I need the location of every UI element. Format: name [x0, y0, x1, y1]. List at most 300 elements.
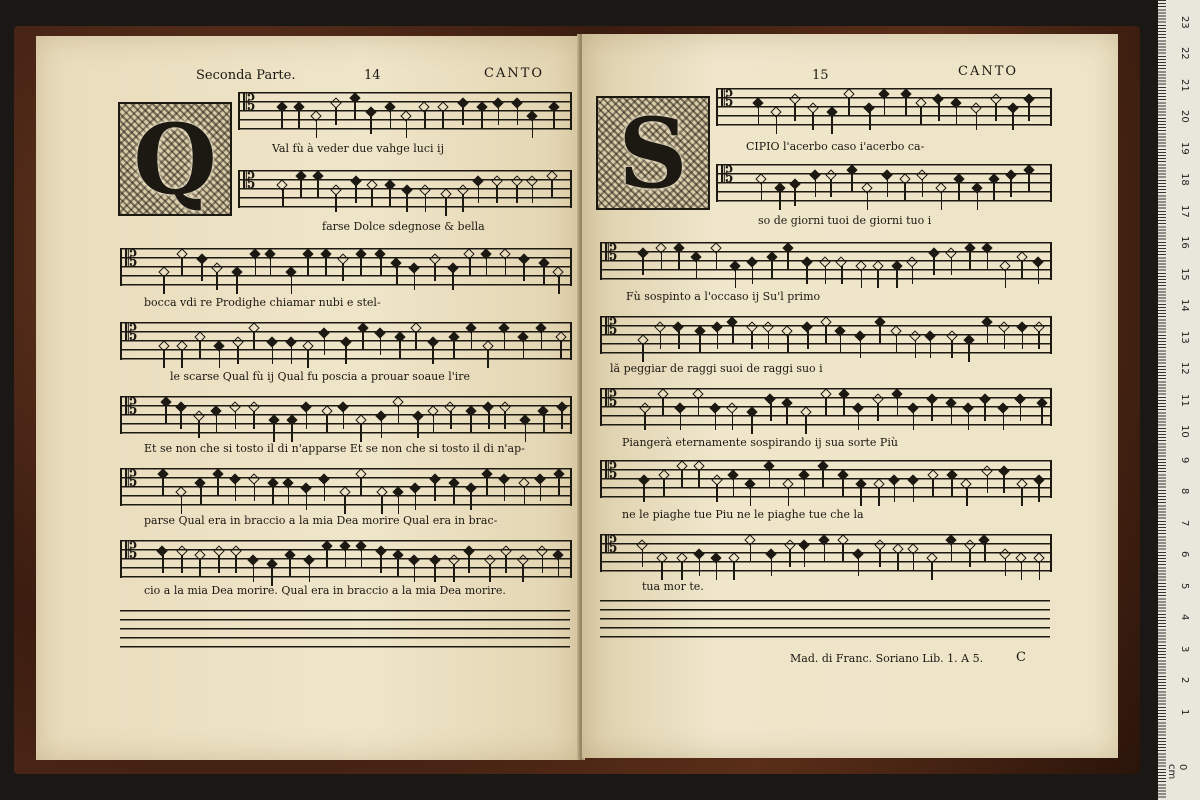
note-stem — [522, 564, 524, 582]
ruler-label-7: 7 — [1179, 519, 1190, 526]
note-stem — [699, 558, 701, 576]
note-stem — [771, 558, 773, 576]
note-stem — [804, 479, 806, 497]
note-stem — [858, 412, 860, 430]
note-stem — [1041, 407, 1043, 425]
note-stem — [877, 403, 879, 421]
clef-icon: 𝄡 — [721, 87, 734, 112]
note-stem — [951, 407, 953, 425]
note-stem — [360, 258, 362, 276]
note-stem — [181, 258, 183, 276]
note-stem — [642, 549, 644, 567]
note-stem — [930, 340, 932, 358]
note-stem — [525, 424, 527, 442]
note-stem — [771, 261, 773, 279]
note-stem — [517, 107, 519, 125]
note-stem — [680, 412, 682, 430]
note-stem — [1028, 103, 1030, 121]
clef-icon: 𝄡 — [125, 395, 138, 420]
note-stem — [1012, 112, 1014, 130]
note-stem — [434, 564, 436, 582]
lyric-left-7: cio a la mia Dea morire. Qual era in braccio a la mia Dea morire. — [144, 584, 506, 597]
note-stem — [489, 564, 491, 582]
clef-icon: 𝄡 — [243, 91, 256, 116]
note-stem — [932, 479, 934, 497]
note-stem — [163, 276, 165, 294]
note-stem — [335, 107, 337, 125]
note-stem — [860, 340, 862, 358]
note-stem — [415, 332, 417, 350]
note-stem — [442, 111, 444, 129]
note-stem — [432, 346, 434, 364]
clef-icon: 𝄡 — [721, 163, 734, 188]
clef-icon: 𝄡 — [125, 247, 138, 272]
note-stem — [841, 266, 843, 284]
note-stem — [433, 415, 435, 433]
note-stem — [958, 183, 960, 201]
note-stem — [969, 549, 971, 567]
note-stem — [879, 326, 881, 344]
ruler-label-23: 23 — [1179, 15, 1190, 29]
note-stem — [288, 487, 290, 505]
note-stem — [897, 398, 899, 416]
note-stem — [696, 261, 698, 279]
note-stem — [1021, 261, 1023, 279]
note-stem — [345, 346, 347, 364]
note-stem — [254, 483, 256, 501]
note-stem — [398, 496, 400, 514]
note-stem — [390, 111, 392, 129]
note-stem — [661, 562, 663, 580]
note-stem — [715, 412, 717, 430]
note-stem — [987, 326, 989, 344]
note-stem — [272, 487, 274, 505]
note-stem — [462, 107, 464, 125]
note-stem — [306, 411, 308, 429]
clef-icon: 𝄡 — [605, 459, 618, 484]
note-stem — [830, 179, 832, 197]
note-stem — [904, 183, 906, 201]
running-title: Seconda Parte. — [196, 68, 296, 83]
note-stem — [887, 179, 889, 197]
note-stem — [560, 341, 562, 359]
staff-left-4 — [120, 322, 572, 360]
note-stem — [752, 266, 754, 284]
note-stem — [879, 549, 881, 567]
note-stem — [543, 415, 545, 433]
note-stem — [858, 558, 860, 576]
staff-right-empty — [600, 600, 1050, 638]
note-stem — [282, 189, 284, 207]
clef-icon: 𝄡 — [605, 387, 618, 412]
note-stem — [255, 258, 257, 276]
decorated-initial-q: Q — [118, 102, 232, 216]
note-stem — [434, 263, 436, 281]
note-stem — [354, 102, 356, 120]
note-stem — [470, 492, 472, 510]
lyric-left-4: le scarse Qual fù ij Qual fu poscia a prouar soaue l'ire — [170, 370, 471, 383]
voice-label-right: CANTO — [958, 64, 1019, 79]
note-stem — [1010, 179, 1012, 197]
staff-right-6 — [600, 460, 1052, 498]
staff-right-2 — [716, 164, 1052, 202]
note-stem — [516, 185, 518, 203]
ruler-label-11: 11 — [1179, 393, 1190, 407]
note-stem — [751, 416, 753, 434]
note-stem — [488, 411, 490, 429]
note-stem — [381, 496, 383, 514]
note-stem — [931, 403, 933, 421]
note-stem — [788, 488, 790, 506]
note-stem — [415, 492, 417, 510]
note-stem — [716, 252, 718, 270]
note-stem — [1021, 488, 1023, 506]
note-stem — [505, 555, 507, 573]
note-stem — [956, 107, 958, 125]
note-stem — [216, 272, 218, 290]
note-stem — [450, 411, 452, 429]
note-stem — [995, 103, 997, 121]
note-stem — [951, 257, 953, 275]
note-stem — [505, 258, 507, 276]
note-stem — [344, 496, 346, 514]
note-stem — [324, 483, 326, 501]
note-stem — [406, 120, 408, 138]
note-stem — [380, 555, 382, 573]
note-stem — [298, 111, 300, 129]
note-stem — [558, 478, 560, 496]
note-stem — [523, 341, 525, 359]
note-stem — [660, 331, 662, 349]
note-stem — [487, 350, 489, 368]
note-stem — [370, 116, 372, 134]
bar-line — [1050, 534, 1052, 572]
note-stem — [561, 411, 563, 429]
note-stem — [815, 179, 817, 197]
note-stem — [453, 341, 455, 359]
bar-line — [570, 396, 572, 434]
note-stem — [804, 549, 806, 567]
clef-icon: 𝄡 — [243, 169, 256, 194]
bar-line — [570, 468, 572, 506]
note-stem — [751, 331, 753, 349]
note-stem — [235, 483, 237, 501]
note-stem — [642, 257, 644, 275]
note-stem — [851, 174, 853, 192]
note-stem — [894, 484, 896, 502]
note-stem — [825, 398, 827, 416]
bar-line — [570, 540, 572, 578]
note-stem — [253, 564, 255, 582]
note-stem — [860, 488, 862, 506]
note-stem — [272, 346, 274, 364]
note-stem — [1039, 562, 1041, 580]
note-stem — [643, 484, 645, 502]
clef-icon: 𝄡 — [605, 241, 618, 266]
ruler-label-1: 1 — [1179, 708, 1190, 715]
note-stem — [551, 180, 553, 198]
note-stem — [1022, 331, 1024, 349]
page-number-right: 15 — [812, 68, 829, 83]
decorated-initial-s: S — [596, 96, 710, 210]
note-stem — [681, 470, 683, 488]
note-stem — [414, 564, 416, 582]
note-stem — [678, 252, 680, 270]
ruler-label-9: 9 — [1179, 456, 1190, 463]
note-stem — [453, 487, 455, 505]
note-stem — [273, 424, 275, 442]
note-stem — [807, 331, 809, 349]
note-stem — [199, 559, 201, 577]
clef-icon: 𝄡 — [125, 321, 138, 346]
note-stem — [468, 555, 470, 573]
page-number-left: 14 — [364, 68, 381, 83]
note-stem — [825, 266, 827, 284]
note-stem — [968, 412, 970, 430]
note-stem — [307, 258, 309, 276]
note-stem — [787, 252, 789, 270]
note-stem — [542, 555, 544, 573]
note-stem — [787, 335, 789, 353]
note-stem — [291, 276, 293, 294]
note-stem — [966, 488, 968, 506]
staff-left-empty — [120, 610, 570, 648]
note-stem — [663, 479, 665, 497]
bar-line — [570, 248, 572, 286]
note-stem — [532, 185, 534, 203]
note-stem — [317, 180, 319, 198]
note-stem — [1005, 270, 1007, 288]
note-stem — [180, 411, 182, 429]
note-stem — [300, 180, 302, 198]
note-stem — [406, 194, 408, 212]
note-stem — [661, 252, 663, 270]
note-stem — [316, 120, 318, 138]
note-stem — [342, 263, 344, 281]
lyric-right-4: lă peggiar de raggi suoi de raggi suo i — [610, 362, 823, 375]
note-stem — [984, 403, 986, 421]
note-stem — [343, 411, 345, 429]
ruler-label-10: 10 — [1179, 425, 1190, 438]
note-stem — [397, 559, 399, 577]
ruler-label-5: 5 — [1179, 582, 1190, 589]
staff-right-3 — [600, 242, 1052, 280]
staff-left-7 — [120, 540, 572, 578]
note-stem — [523, 263, 525, 281]
note-stem — [398, 406, 400, 424]
note-stem — [558, 559, 560, 577]
bar-line — [1050, 460, 1052, 498]
note-stem — [235, 411, 237, 429]
note-stem — [951, 479, 953, 497]
note-stem — [951, 340, 953, 358]
note-stem — [1038, 266, 1040, 284]
note-stem — [993, 183, 995, 201]
note-stem — [335, 194, 337, 212]
note-stem — [281, 111, 283, 129]
note-stem — [750, 488, 752, 506]
note-stem — [540, 483, 542, 501]
note-stem — [181, 496, 183, 514]
note-stem — [644, 412, 646, 430]
note-stem — [453, 564, 455, 582]
note-stem — [968, 344, 970, 362]
note-stem — [922, 179, 924, 197]
note-stem — [732, 412, 734, 430]
note-stem — [162, 555, 164, 573]
ruler-unit: 0 cm — [1166, 764, 1188, 780]
lyric-right-2: so de giorni tuoi de giorni tuo i — [758, 214, 932, 227]
note-stem — [786, 407, 788, 425]
note-stem — [504, 483, 506, 501]
ruler-label-20: 20 — [1179, 110, 1190, 123]
note-stem — [396, 267, 398, 285]
note-stem — [462, 194, 464, 212]
note-stem — [984, 544, 986, 562]
note-stem — [642, 344, 644, 362]
note-stem — [504, 332, 506, 350]
note-stem — [200, 487, 202, 505]
note-stem — [326, 550, 328, 568]
ruler-label-12: 12 — [1179, 362, 1190, 375]
note-stem — [237, 346, 239, 364]
note-stem — [977, 192, 979, 210]
bar-line — [570, 170, 572, 208]
staff-left-2 — [238, 170, 572, 208]
note-stem — [355, 185, 357, 203]
ruler-label-15: 15 — [1179, 267, 1190, 281]
ruler-label-21: 21 — [1179, 78, 1190, 92]
bar-line — [1050, 388, 1052, 426]
note-stem — [481, 111, 483, 129]
bar-line — [1050, 164, 1052, 202]
note-stem — [843, 398, 845, 416]
note-stem — [162, 478, 164, 496]
note-stem — [381, 420, 383, 438]
note-stem — [732, 326, 734, 344]
ruler-label-2: 2 — [1179, 677, 1190, 684]
bar-line — [570, 92, 572, 130]
voice-label-left: CANTO — [484, 66, 545, 81]
note-stem — [498, 107, 500, 125]
note-stem — [877, 270, 879, 288]
note-stem — [717, 331, 719, 349]
note-stem — [452, 272, 454, 290]
ruler-label-19: 19 — [1179, 141, 1190, 155]
note-stem — [181, 555, 183, 573]
note-stem — [987, 252, 989, 270]
note-stem — [201, 263, 203, 281]
note-stem — [486, 478, 488, 496]
ruler-label-14: 14 — [1179, 299, 1190, 312]
note-stem — [825, 326, 827, 344]
footer-signature: Mad. di Franc. Soriano Lib. 1. A 5. — [790, 652, 984, 665]
note-stem — [399, 341, 401, 359]
note-stem — [794, 188, 796, 206]
note-stem — [913, 412, 915, 430]
ruler-label-13: 13 — [1179, 330, 1190, 344]
staff-right-1 — [716, 88, 1052, 126]
note-stem — [424, 111, 426, 129]
lyric-right-7: tua mor te. — [642, 580, 704, 593]
note-stem — [758, 107, 760, 125]
note-stem — [769, 470, 771, 488]
note-stem — [360, 424, 362, 442]
note-stem — [309, 564, 311, 582]
note-stem — [486, 258, 488, 276]
clef-icon: 𝄡 — [125, 539, 138, 564]
note-stem — [324, 337, 326, 355]
lyric-right-1: CIPIO l'acerbo caso i'acerbo ca- — [746, 140, 925, 153]
note-stem — [380, 258, 382, 276]
ruler-label-17: 17 — [1179, 204, 1190, 218]
note-stem — [842, 479, 844, 497]
note-stem — [716, 484, 718, 502]
note-stem — [678, 331, 680, 349]
note-stem — [662, 398, 664, 416]
note-stem — [425, 194, 427, 212]
note-stem — [218, 555, 220, 573]
note-stem — [761, 183, 763, 201]
lyric-right-5: Piangerà eternamente sospirando ij sua sorte Più — [622, 436, 898, 449]
note-stem — [938, 103, 940, 121]
note-stem — [733, 562, 735, 580]
staff-left-1 — [238, 92, 572, 130]
staff-left-6 — [120, 468, 572, 506]
note-stem — [976, 112, 978, 130]
ruler-label-6: 6 — [1179, 551, 1190, 558]
note-stem — [1028, 174, 1030, 192]
note-stem — [235, 555, 237, 573]
ruler-label-16: 16 — [1179, 236, 1190, 249]
note-stem — [822, 470, 824, 488]
note-stem — [750, 544, 752, 562]
lyric-left-2: farse Dolce sdegnose & bella — [322, 220, 485, 233]
note-stem — [897, 553, 899, 571]
note-stem — [831, 116, 833, 134]
clef-icon: 𝄡 — [605, 315, 618, 340]
note-stem — [920, 107, 922, 125]
note-stem — [558, 276, 560, 294]
note-stem — [219, 350, 221, 368]
note-stem — [326, 415, 328, 433]
note-stem — [913, 484, 915, 502]
note-stem — [532, 120, 534, 138]
note-stem — [478, 185, 480, 203]
note-stem — [941, 192, 943, 210]
lyric-right-6: ne le piaghe tue Piu ne le piaghe tue che la — [622, 508, 864, 521]
note-stem — [768, 331, 770, 349]
bar-line — [1050, 242, 1052, 280]
note-stem — [884, 98, 886, 116]
note-stem — [470, 415, 472, 433]
note-stem — [434, 483, 436, 501]
note-stem — [417, 420, 419, 438]
note-stem — [325, 258, 327, 276]
note-stem — [553, 111, 555, 129]
note-stem — [504, 411, 506, 429]
note-stem — [867, 192, 869, 210]
staff-right-5 — [600, 388, 1052, 426]
ruler-label-8: 8 — [1179, 488, 1190, 495]
note-stem — [496, 185, 498, 203]
note-stem — [806, 266, 808, 284]
note-stem — [445, 198, 447, 216]
note-stem — [1003, 412, 1005, 430]
note-stem — [270, 258, 272, 276]
ruler-label-3: 3 — [1179, 645, 1190, 652]
note-stem — [291, 424, 293, 442]
